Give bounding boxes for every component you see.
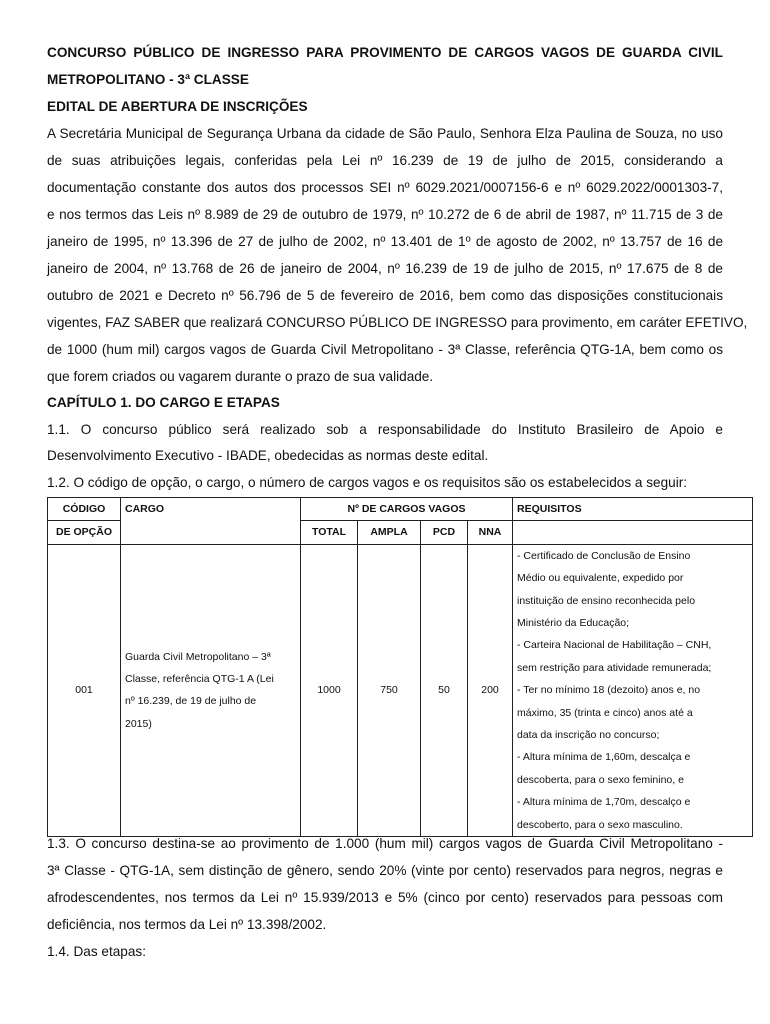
requisito-line: sem restrição para atividade remunerada; (517, 661, 712, 674)
paragraph-1-2: 1.2. O código de opção, o cargo, o número de cargos vagos e os requisitos são os estabelecidos a seguir: (47, 475, 688, 490)
requisito-line: máximo, 35 (trinta e cinco) anos até a (517, 706, 693, 719)
requisito-line: - Ter no mínimo 18 (dezoito) anos e, no (517, 684, 701, 697)
cell-codigo: 001 (48, 544, 121, 836)
requisito-line: descoberta, para o sexo feminino, e (517, 773, 684, 786)
header-requisitos: REQUISITOS (513, 498, 753, 521)
header-requisitos-empty (513, 521, 753, 544)
intro-line: outubro de 2021 e Decreto nº 56.796 de 5 de fevereiro de 2016, bem como das disposições constitucionais (47, 288, 723, 303)
document-title-line-1: CONCURSO PÚBLICO DE INGRESSO PARA PROVIMENTO DE CARGOS VAGOS DE GUARDA CIVIL (47, 45, 723, 60)
requisito-line: data da inscrição no concurso; (517, 729, 660, 742)
table-row (48, 544, 753, 836)
intro-line: de suas atribuições legais, conferidas pela Lei nº 16.239 de 19 de julho de 2015, considerando a (47, 153, 723, 168)
cell-ampla: 750 (358, 544, 421, 836)
paragraph-1-3-line: deficiência, nos termos da Lei nº 13.398/2002. (47, 917, 327, 932)
requisito-line: descoberto, para o sexo masculino. (517, 818, 683, 831)
paragraph-1-3-line: afrodescendentes, nos termos da Lei nº 15.939/2013 e 5% (cinco por cento) reservados para pessoas com (47, 890, 723, 905)
intro-line: de 1000 (hum mil) cargos vagos de Guarda Civil Metropolitano - 3ª Classe, referência QTG-1A, bem como os (47, 342, 723, 357)
paragraph-1-1-line-1: 1.1. O concurso público será realizado sob a responsabilidade do Instituto Brasileiro de Apoio e (47, 422, 723, 437)
document-title-line-2: METROPOLITANO - 3ª CLASSE (47, 72, 249, 87)
cargo-line: Guarda Civil Metropolitano – 3ª (125, 650, 271, 663)
cargo-line: Classe, referência QTG-1 A (Lei (125, 673, 274, 686)
cargos-table (47, 497, 753, 837)
paragraph-1-4: 1.4. Das etapas: (47, 944, 146, 959)
chapter-heading: CAPÍTULO 1. DO CARGO E ETAPAS (47, 395, 280, 410)
header-pcd: PCD (421, 521, 468, 544)
header-codigo-line-2: DE OPÇÃO (48, 521, 121, 544)
intro-line: e nos termos das Leis nº 8.989 de 29 de outubro de 1979, nº 10.272 de 6 de abril de 1987, nº 11.715 de 3 de (47, 207, 723, 222)
intro-line: documentação constante dos autos dos processos SEI nº 6029.2021/0007156-6 e nº 6029.2022/0001303-7, (47, 180, 723, 195)
requisito-line: - Carteira Nacional de Habilitação – CNH, (517, 639, 712, 652)
paragraph-1-3-line: 1.3. O concurso destina-se ao provimento de 1.000 (hum mil) cargos vagos de Guarda Civil Metropolitano - (47, 836, 723, 851)
intro-line: janeiro de 1995, nº 13.396 de 27 de julho de 2002, nº 13.401 de 1º de agosto de 2002, nº 13.757 de 16 de (47, 234, 723, 249)
requisito-line: instituição de ensino reconhecida pelo (517, 594, 696, 607)
paragraph-1-1-line-2: Desenvolvimento Executivo - IBADE, obedecidas as normas deste edital. (47, 448, 489, 463)
cell-requisitos (513, 544, 753, 836)
requisito-line: Médio ou equivalente, expedido por (517, 572, 684, 585)
intro-line: que forem criados ou vagarem durante o prazo de sua validade. (47, 369, 434, 384)
header-ampla: AMPLA (358, 521, 421, 544)
document-subtitle: EDITAL DE ABERTURA DE INSCRIÇÕES (47, 99, 308, 114)
cell-nna: 200 (468, 544, 513, 836)
requisito-line: - Altura mínima de 1,60m, descalça e (517, 751, 691, 764)
requisito-line: Ministério da Educação; (517, 617, 630, 630)
cell-cargo (121, 544, 301, 836)
header-total: TOTAL (301, 521, 358, 544)
header-vagas: Nº DE CARGOS VAGOS (301, 498, 513, 521)
cargo-line: 2015) (125, 717, 152, 730)
header-codigo: CÓDIGO (48, 498, 121, 521)
header-nna: NNA (468, 521, 513, 544)
header-cargo: CARGO (121, 498, 301, 545)
table-header-row (48, 498, 753, 521)
intro-line: vigentes, FAZ SABER que realizará CONCURSO PÚBLICO DE INGRESSO para provimento, em caráter EFETIVO, (47, 315, 748, 330)
paragraph-1-3-line: 3ª Classe - QTG-1A, sem distinção de gênero, sendo 20% (vinte por cento) reservados para negros, negras e (47, 863, 723, 878)
cargo-line: nº 16.239, de 19 de julho de (125, 695, 257, 708)
requisito-line: - Certificado de Conclusão de Ensino (517, 549, 691, 562)
intro-line: A Secretária Municipal de Segurança Urbana da cidade de São Paulo, Senhora Elza Paulina de Souza, no uso (47, 126, 723, 141)
cell-total: 1000 (301, 544, 358, 836)
intro-line: janeiro de 2004, nº 13.768 de 26 de janeiro de 2004, nº 16.239 de 19 de julho de 2015, nº 17.675 de 8 de (47, 261, 723, 276)
cell-pcd: 50 (421, 544, 468, 836)
requisito-line: - Altura mínima de 1,70m, descalço e (517, 796, 691, 809)
